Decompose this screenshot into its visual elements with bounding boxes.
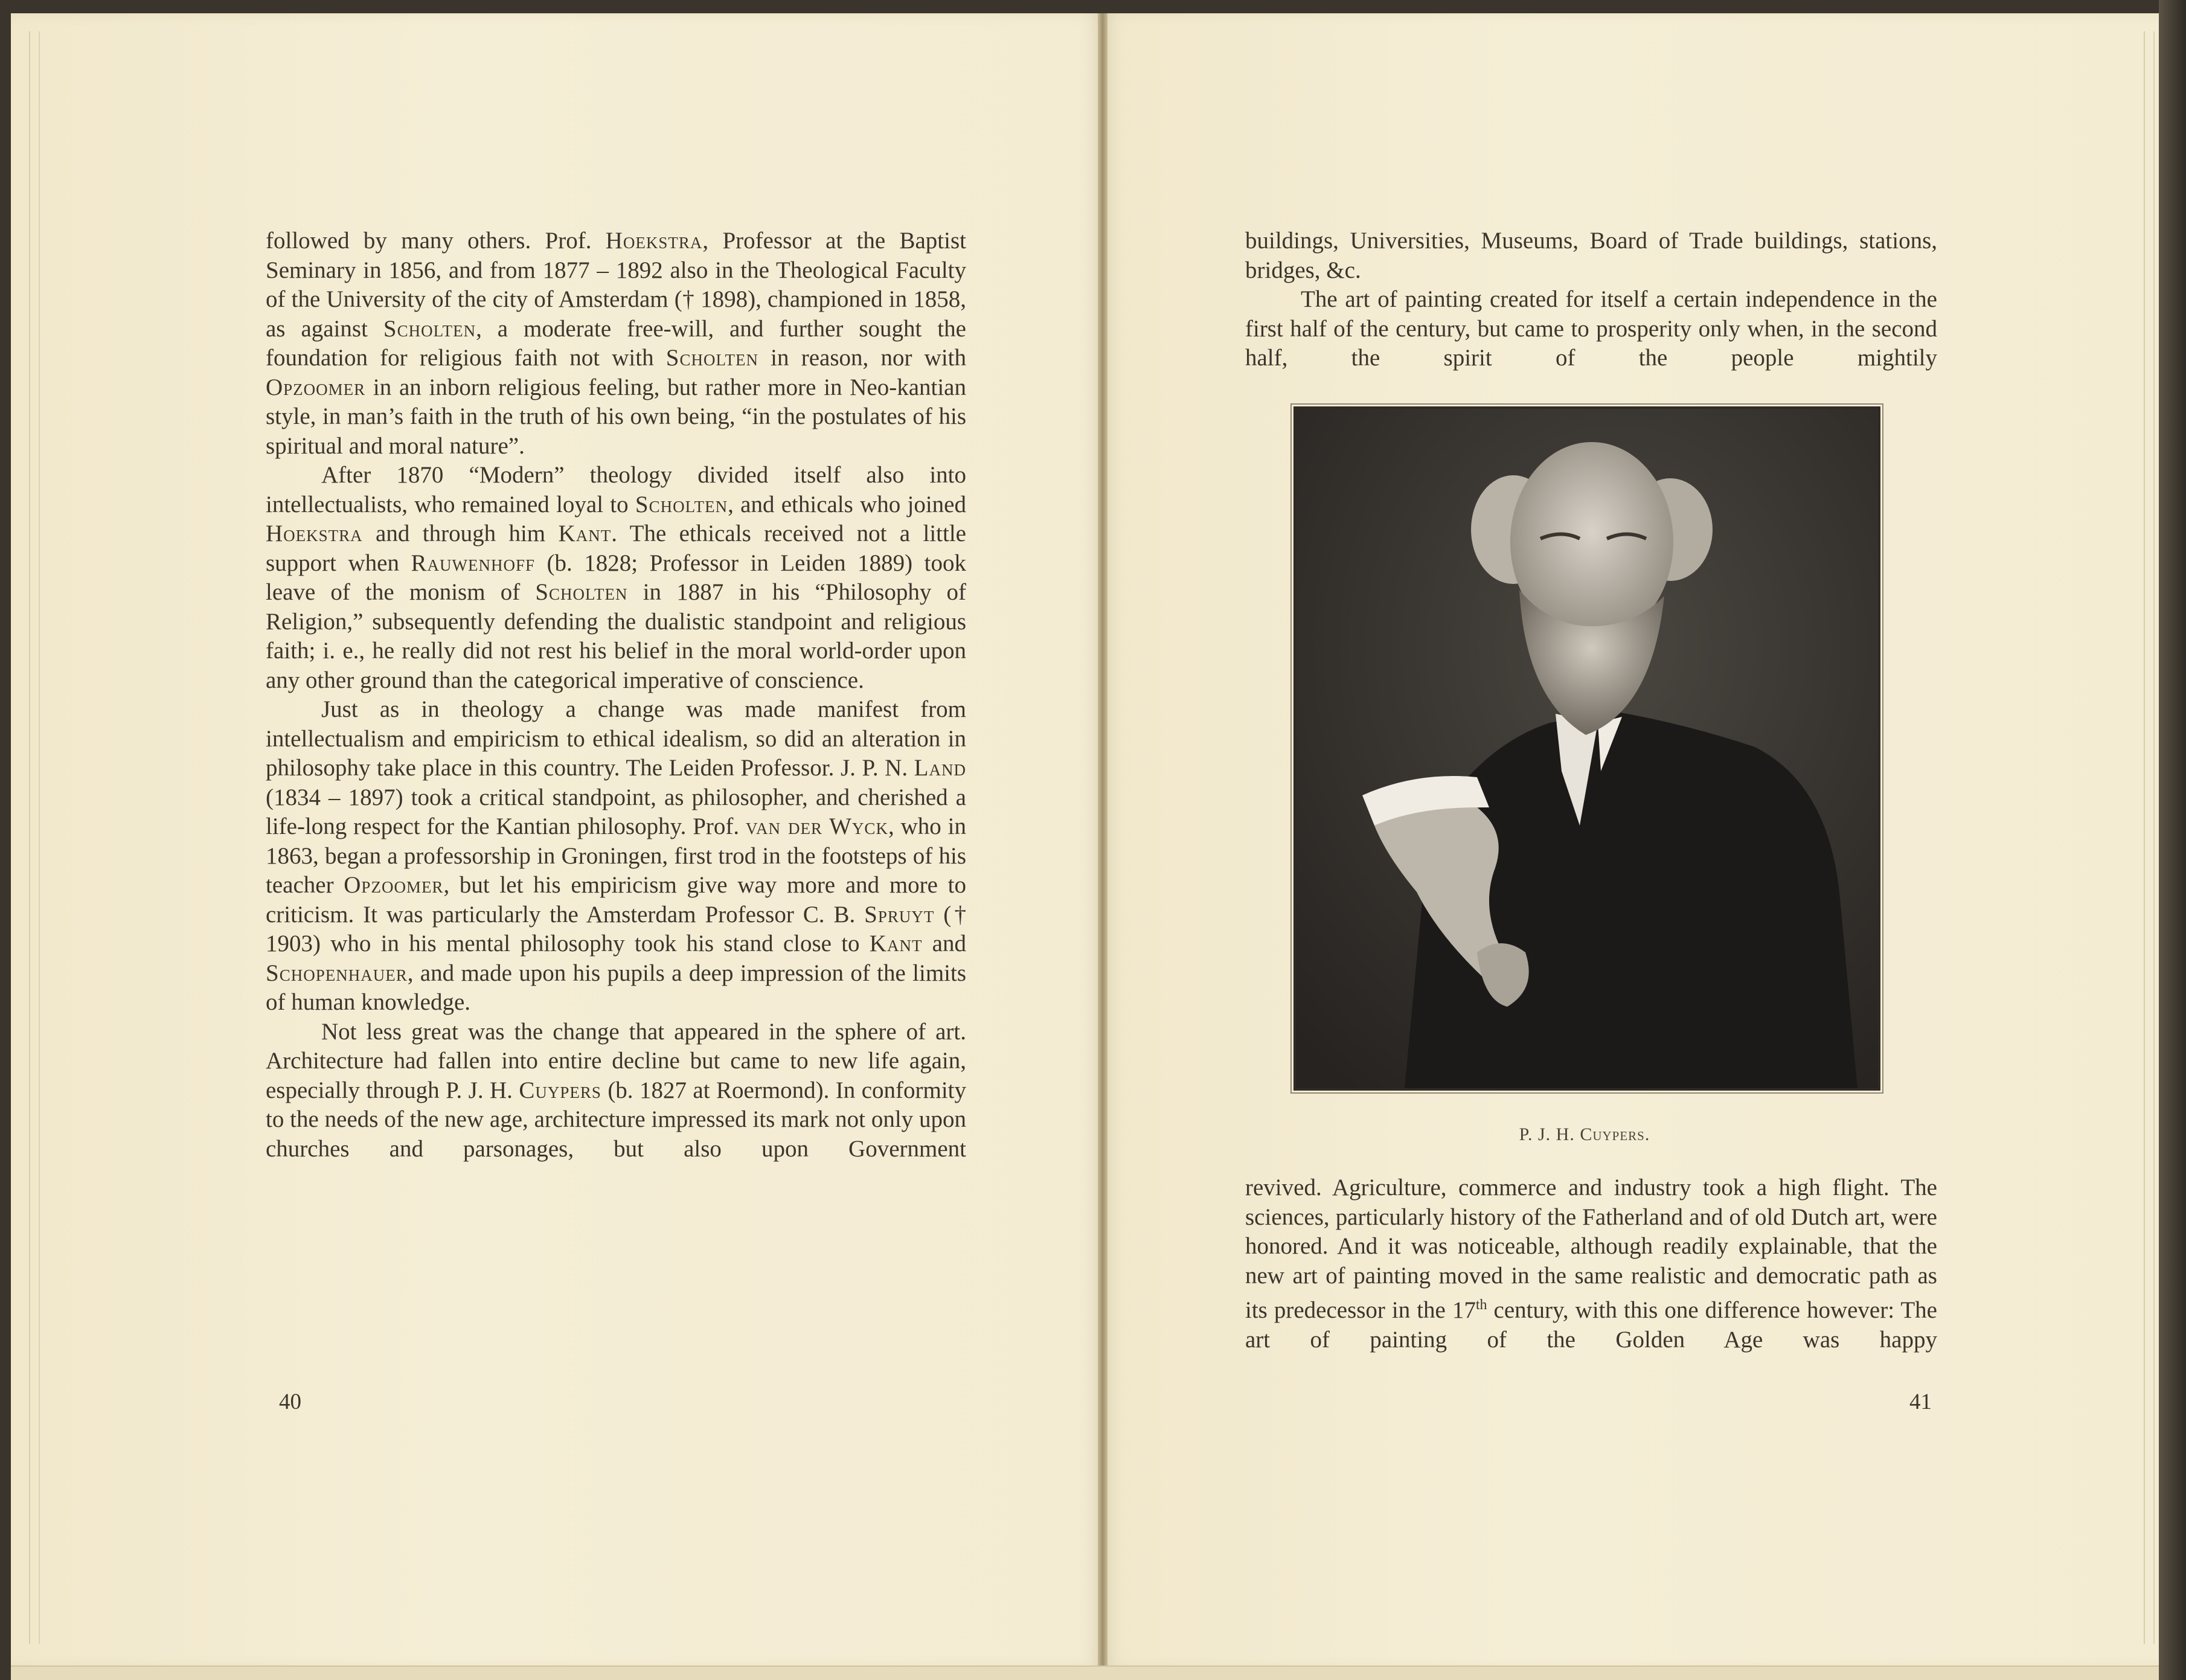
small-caps-name: Spruyt: [864, 901, 935, 928]
figure-caption-text: P. J. H. Cuypers.: [1519, 1124, 1650, 1144]
text-run: in reason, nor with: [758, 345, 966, 371]
small-caps-name: Opzoomer: [344, 872, 444, 898]
text-run: , and ethicals who joined: [728, 491, 966, 518]
text-run: , a moderate free-will, and further sought the foundation for religious faith not with: [266, 315, 966, 371]
text-run: century, with this one difference however: The art of painting of the Golden Age was happy: [1245, 1297, 1937, 1353]
small-caps-name: Scholten: [383, 315, 476, 342]
small-caps-name: Scholten: [665, 345, 758, 371]
left-page-edge: [29, 31, 40, 1644]
right-page-text-top: [1245, 226, 1937, 373]
book-gutter: [1098, 13, 1107, 1668]
figure-caption: [1293, 1124, 1876, 1145]
paragraph: [1245, 1173, 1937, 1355]
text-run: and through him: [362, 521, 559, 547]
portrait-image: [1296, 409, 1878, 1088]
text-run: buildings, Universities, Museums, Board of Trade buildings, stations, bridges, &c.: [1245, 228, 1937, 283]
text-run: , Professor at the Baptist Seminary in 1856, and from 1877 – 1892 also in the Theological Faculty of the University of the city of Amsterdam († 1898), championed in 1858, as against: [266, 228, 966, 342]
text-run: , and made upon his pupils a deep impression of the limits of human knowledge.: [266, 960, 966, 1015]
text-run: in 1887 in his “Philosophy of Religion,” subsequently defending the dualistic standpoint and religious faith; i. e., he really did not rest his belief in the moral world-order upon any other ground than the categorical imperative of conscience.: [266, 579, 966, 693]
small-caps-name: Kant: [869, 931, 923, 957]
text-run: Just as in theology a change was made manifest from intellectualism and empiricism to ethical idealism, so did an alteration in philosophy take place in this country. The Leiden Professor. J. P. N.: [266, 696, 966, 781]
small-caps-name: Kant: [558, 521, 612, 547]
small-caps-name: Schopenhauer: [266, 960, 408, 986]
paragraph: [266, 695, 966, 1018]
page-number-right: 41: [1909, 1390, 1932, 1414]
text-run: After 1870 “Modern” theology divided itself also into intellectualists, who remained loyal to: [266, 462, 966, 518]
paragraph: [1245, 285, 1937, 373]
right-page-text-bottom: [1245, 1173, 1937, 1355]
small-caps-name: Hoekstra: [605, 228, 703, 254]
cover-edge: [2159, 0, 2186, 1680]
paragraph: [266, 461, 966, 695]
small-caps-name: Scholten: [535, 579, 628, 605]
small-caps-name: Hoekstra: [266, 521, 363, 547]
small-caps-name: Land: [914, 755, 966, 781]
text-run: revived. Agriculture, commerce and industry took a high flight. The sciences, particularly history of the Fatherland and of old Dutch art, were honored. And it was noticeable, although readily explainable, that the new art of painting moved in the same realistic and democratic path as its predecessor in the 17: [1245, 1175, 1937, 1323]
small-caps-name: Rauwenhoff: [411, 550, 536, 576]
text-run: . The ethicals received not a little support when: [266, 521, 966, 576]
paragraph: [1245, 226, 1937, 285]
right-page-edge: [2144, 31, 2155, 1644]
superscript: th: [1475, 1297, 1487, 1313]
small-caps-name: Cuypers: [519, 1077, 601, 1103]
small-caps-name: Opzoomer: [266, 374, 366, 400]
text-run: (b. 1828; Professor in Leiden 1889) took leave of the monism of: [266, 550, 966, 605]
text-run: , who in 1863, began a professorship in Groningen, first trod in the footsteps of his teacher: [266, 813, 966, 898]
portrait-photo: [1293, 406, 1880, 1091]
text-run: followed by many others. Prof.: [266, 228, 606, 254]
small-caps-name: Scholten: [635, 491, 728, 518]
text-run: († 1903) who in his mental philosophy took his stand close to: [266, 901, 966, 957]
small-caps-name: van der Wyck: [746, 813, 888, 839]
text-run: , but let his empiricism give way more and more to criticism. It was particularly the Amsterdam Professor C. B.: [266, 872, 966, 928]
text-run: Not less great was the change that appeared in the sphere of art. Architecture had fallen into entire decline but came to new life again, especially through P. J. H.: [266, 1018, 966, 1103]
paragraph: [266, 226, 966, 461]
page-bottom-edge: [11, 1666, 2179, 1680]
text-run: and: [922, 931, 966, 957]
left-page-text: [266, 226, 966, 1164]
text-run: The art of painting created for itself a certain independence in the first half of the century, but came to prosperity only when, in the second half, the spirit of the people mightily: [1245, 286, 1937, 371]
text-run: (b. 1827 at Roermond). In conformity to the needs of the new age, architecture impressed its mark not only upon churches and parsonages, but also upon Government: [266, 1077, 966, 1162]
text-run: (1834 – 1897) took a critical standpoint, as philosopher, and cherished a life-long respect for the Kantian philosophy. Prof.: [266, 784, 966, 839]
paragraph: [266, 1018, 966, 1164]
text-run: in an inborn religious feeling, but rather more in Neo-kantian style, in man’s faith in the truth of his own being, “in the postulates of his spiritual and moral nature”.: [266, 374, 966, 459]
page-number-left: 40: [279, 1390, 301, 1414]
